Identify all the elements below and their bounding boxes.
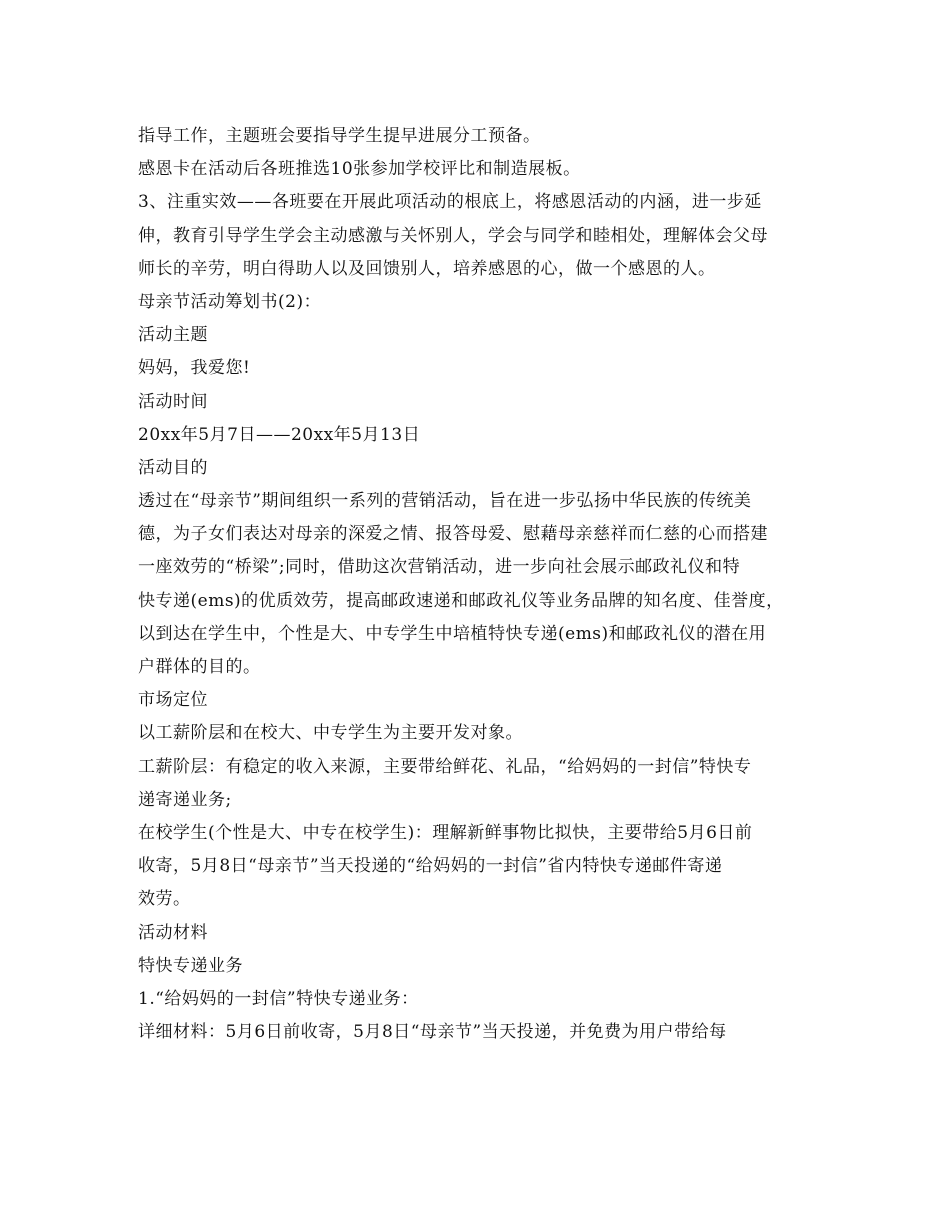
text-line: 妈妈，我爱您! <box>138 358 251 379</box>
text-line: 师长的辛劳，明白得助人以及回馈别人，培养感恩的心，做一个感恩的人。 <box>138 258 716 279</box>
text-line: 活动时间 <box>138 391 208 412</box>
text-line: 特快专递业务 <box>138 955 243 976</box>
text-line: 户群体的目的。 <box>138 657 261 677</box>
text-line: 活动主题 <box>138 325 208 346</box>
text-line: 透过在“母亲节”期间组织一系列的营销活动，旨在进一步弘扬中华民族的传统美 <box>138 491 752 512</box>
document-body <box>138 120 828 1049</box>
text-line: 感恩卡在活动后各班推选10张参加学校评比和制造展板。 <box>138 159 581 180</box>
text-line: 3、注重实效——各班要在开展此项活动的根底上，将感恩活动的内涵，进一步延 <box>138 192 762 213</box>
text-line: 活动目的 <box>138 457 208 478</box>
text-line: 递寄递业务; <box>138 789 232 810</box>
text-line: 伸，教育引导学生学会主动感激与关怀别人，学会与同学和睦相处，理解体会父母 <box>138 225 768 246</box>
text-line: 以工薪阶层和在校大、中专学生为主要开发对象。 <box>138 723 523 744</box>
text-line: 在校学生(个性是大、中专在校学生)：理解新鲜事物比拟快，主要带给5月6日前 <box>138 822 753 843</box>
text-line: 快专递(ems)的优质效劳，提高邮政速递和邮政礼仪等业务品牌的知名度、佳誉度， <box>138 590 784 611</box>
text-line: 1.“给妈妈的一封信”特快专递业务： <box>138 988 419 1009</box>
text-line: 20xx年5月7日——20xx年5月13日 <box>138 424 421 445</box>
text-line: 指导工作，主题班会要指导学生提早进展分工预备。 <box>138 126 541 146</box>
text-line: 详细材料：5月6日前收寄，5月8日“母亲节”当天投递，并免费为用户带给每 <box>138 1022 727 1043</box>
text-line: 母亲节活动筹划书(2)： <box>138 291 322 312</box>
text-line: 市场定位 <box>138 690 208 711</box>
text-line: 一座效劳的“桥梁”;同时，借助这次营销活动，进一步向社会展示邮政礼仪和特 <box>138 557 741 578</box>
text-line: 工薪阶层：有稳定的收入来源，主要带给鲜花、礼品，“给妈妈的一封信”特快专 <box>138 756 752 777</box>
text-line: 以到达在学生中，个性是大、中专学生中培植特快专递(ems)和邮政礼仪的潜在用 <box>138 623 767 644</box>
text-line: 活动材料 <box>138 922 208 943</box>
text-line: 德，为子女们表达对母亲的深爱之情、报答母爱、慰藉母亲慈祥而仁慈的心而搭建 <box>138 524 768 545</box>
text-line: 效劳。 <box>138 889 191 910</box>
text-line: 收寄，5月8日“母亲节”当天投递的“给妈妈的一封信”省内特快专递邮件寄递 <box>138 856 723 877</box>
